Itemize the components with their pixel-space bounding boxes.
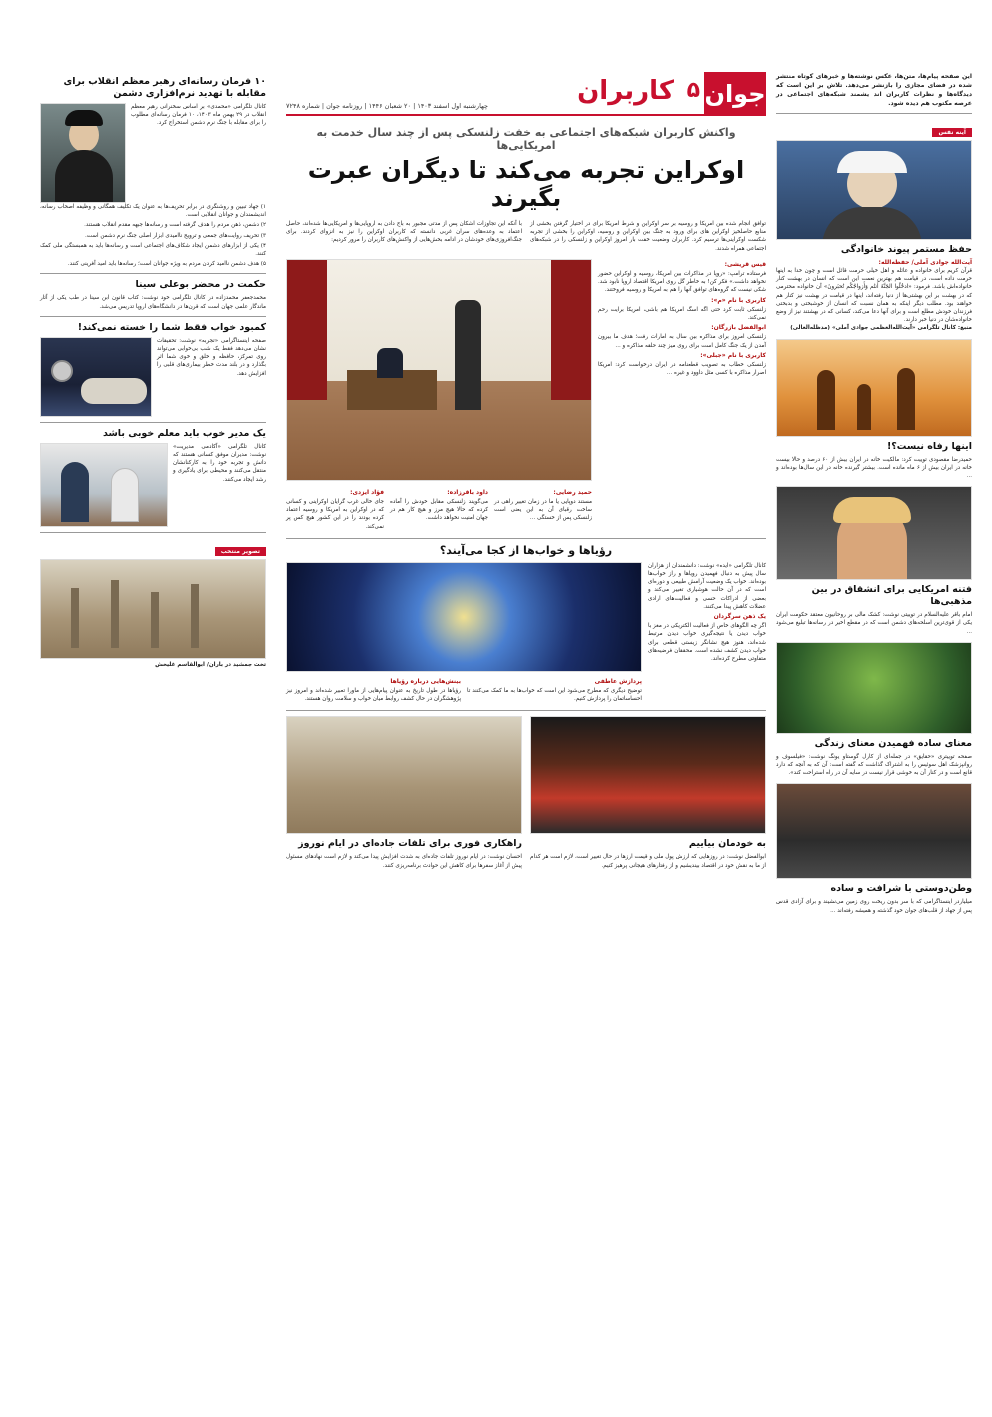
page-intro: این صفحه پیام‌ها، متن‌ها، عکس‌ نوشته‌ها و خبرهای کوتاه منتشر شده در فضای مجازی را بازنشر می‌دهد. تلاش بر این است که دیدگاه‌ها و نظرات کاربران اند یشمند شبکه‌های اجتماعی در عرصه مکتوب هم دیده شود.	[776, 73, 972, 107]
left-story-4-body: کانال تلگرامی «آکادمی مدیریت» نوشت: مدیران موفق کسانی هستند که دانش و تجربه خود را به کارکنانشان منتقل می‌کنند و محیطی برای یادگیری و رشد ایجاد می‌کنند.	[173, 443, 266, 483]
dreams-headline: رؤیاها و خواب‌ها از کجا می‌آیند؟	[439, 543, 613, 557]
story-1-title: حفظ مستمر پیوند خانوادگی	[840, 244, 972, 255]
quote-text: جای خالی غرب گرایان اوکراینی و کسانی که در اوکراین به امریکا و روسیه اعتماد کرده بودند را در این کشور هیچ کس پر نمی‌کند.	[286, 499, 384, 530]
dreams-col-1	[648, 562, 766, 706]
dateline: چهارشنبه اول اسفند ۱۴۰۳ | ۲۰ شعبان ۱۴۴۶ | روزنامه جوان | شماره ۷۲۴۸	[286, 102, 489, 110]
left-story-2-title: حکمت در محضر بوعلی سینا	[135, 279, 266, 291]
persepolis-photo	[40, 559, 266, 659]
currency-photo	[530, 716, 766, 834]
leader-photo	[40, 103, 126, 203]
item: ۵) هدف دشمن ناامید کردن مردم به ویژه جوانان است؛ رسانه‌ها باید امید آفرینی کنند.	[67, 261, 266, 268]
dreams-sub-2: پردازش عاطفی	[594, 677, 642, 685]
item: ۳) تحریف روایت‌های جمعی و ترویج ناامیدی ابزار اصلی جنگ نرم دشمن است.	[85, 232, 266, 239]
tree-photo	[776, 642, 972, 734]
left-story-1-items	[40, 203, 266, 268]
story-1-author: آیت‌الله جوادی آملی/ حفظه‌الله:	[878, 259, 972, 266]
masthead	[286, 72, 766, 116]
bottom-1-title: به خودمان بیاییم	[688, 838, 766, 850]
crowd-photo	[776, 783, 972, 879]
main-headline: اوکراین تجربه می‌کند تا دیگران عبرت بگیرند	[307, 156, 745, 212]
main-kicker: واکنش کاربران شبکه‌های اجتماعی به خفت زلنسکی پس از چند سال خدمت به امریکایی‌ها	[316, 126, 736, 152]
section-name: کاربران	[577, 76, 674, 106]
quote-author: حمید رضایی:	[553, 488, 592, 496]
story-2-title: اینها رفاه نیست؟!	[886, 440, 972, 452]
quote-text: زلنسکی خطاب به تصویب قطعنامه در ایران درخواست کرد: امریکا اصرار مذاکره با کسی مثل داوود و غیره ...	[598, 362, 766, 377]
quote-author: فؤاد ایزدی:	[350, 488, 384, 496]
dreams-body-2: اگر چه الگوهای خاص از فعالیت الکتریکی در مغز با خواب دیدن یا نتیجه‌گیری خواب دیدن مرتبط شده‌اند، هنوز هیچ نشانگر زیستی قطعی برای خواب دیدن کشف نشده است. محققان فرضیه‌های متفاوتی مطرح کرده‌اند.	[648, 623, 766, 663]
featured-photo-caption: تخت جمشید در باران/ ابوالقاسم غلیخش	[155, 661, 266, 668]
cleric-portrait	[776, 140, 972, 240]
newspaper-logo	[704, 72, 766, 116]
bottom-2-body: احسان نوشت: در ایام نوروز تلفات جاده‌ای به شدت افزایش پیدا می‌کند و لازم است نهادهای مسئول پیش از آغاز سفرها برای کاهش این حوادث برنامه‌ریزی کنند.	[286, 854, 522, 869]
section-tag: آینه نفس	[932, 128, 972, 137]
quotes-column-1	[598, 259, 766, 533]
dreams-sub-3: بینش‌هایی درباره رؤیاها	[390, 677, 461, 685]
zelensky-biden-photo	[286, 259, 592, 481]
dreams-sub-1: یک ذهن سرگردان	[713, 613, 766, 621]
story-3-title: فتنه امریکایی برای انشقاق در بین مذهبی‌ها	[811, 584, 972, 608]
quote-text: فرستاده ترامپ: «روپا در مذاکرات بین امریکا، روسیه و اوکراین حضور نخواهد داشت.» فکر کن! به خاطر گل روی امریکا اقتصاد اروپا نابود شد. شکی نیست که گروه‌های توافق آنها را هم به امریکا و روسیه فروختند.	[598, 271, 766, 294]
bottom-2-title: راهکاری فوری برای تلفات جاده‌ای در ایام نوروز	[298, 838, 522, 850]
page-number: ۵	[686, 78, 700, 103]
story-4-body: صفحه توییتری «حقایق» در جمله‌ای از کارل گوستاو یونگ نوشت: «فیلسوف و روانپزشک اهل سوئیس را به اشتراک گذاشت که گفته است: آن که به آنچه که دارد قانع است و در کنار آن به خوشی قرار نیست در سایه آن در راه استراحت کند».	[776, 753, 972, 777]
office-photo	[40, 443, 168, 527]
story-2-body: حمیدرضا مقصودی توییت کرد: مالکیت خانه در ایران بیش از ۶۰ درصد و حالا بیست خانه در ایران بیش از ۶ ماه مانده است. بیشتر گیرنده خانه در این سال‌ها بوده‌اند و ...	[776, 456, 973, 480]
quote-text: زلنسکی ثابت کرد حتی اگه اسگ امریکا هم باشی، امریکا برایت رحم نمی‌کند.	[598, 306, 766, 322]
quote-author: کاربری با نام «جبلی»:	[700, 351, 766, 359]
quote-author: داود باقرزاده:	[447, 488, 488, 496]
quote-text: می‌گویند زلنسکی مقابل خودش را آماده کرده که حالا هیچ مرز و هیچ کار هم در جهان امنیت نخواهد داشت.	[390, 499, 488, 522]
quote-author: ابوالفضل بازرگان:	[711, 324, 766, 332]
story-5-body: میلیاردر اینستاگرامی که با سر بدون ریخت روی زمین می‌نشیند و برای آزادی قدس پس از جهاد از قلب‌های جوان خود گذشته و همیشه رفته‌اند ...	[776, 899, 972, 914]
left-story-3-body: صفحه اینستاگرامی «تجربه» نوشت: تحقیقات نشان می‌دهد فقط یک شب بی‌خوابی می‌تواند روی تمرکز، حافظه و خلق و خوی شما اثر بگذارد و در بلند مدت خطر بیماری‌های قلبی را افزایش دهد.	[157, 337, 266, 377]
item: ۴) یکی از ابزارهای دشمن ایجاد شکاف‌های اجتماعی است و رسانه‌ها باید به همبستگی ملی کمک کنند.	[40, 242, 266, 258]
quote-author: قیس قریشی:	[724, 260, 766, 268]
story-1-body: قرآن کریم برای خانواده و عائله و اهل خیلی حرمت قائل است و چون خدا به اینها حرمت داده است، در قیامت هم بهترین نعمت این است که انسان در بهشت کنار خانواده‌اش باشد. فرمود: «ادخُلُوا الجَنَّةَ أَنتُم وَأَزواجُكُم تُحبَرونَ» آن خانواده محترمی که در بهشت بر این بهشتی‌ها از دنیا رفته‌اند، اینها در قیامت در بهشت نیز کنار هم خواهند بود. مطلب دیگر اینکه به همان نسبت که انسان از خوشبختی و بدبختی فرزندان خودش مطلع است و برای آنها دعا می‌کند، کسانی که در بهشتند نیز از وضع خانواده‌شان در دنیا خبر دارند.	[776, 268, 972, 324]
bottom-1-body: ابوالفضل نوشت: در روز‌هایی که ارزش پول ملی و قیمت ارزها در حال تغییر است، لازم است هر کدام از ما به نقش خود در اقتصاد بیندیشیم و از رفتارهای هیجانی پرهیز کنیم.	[530, 854, 766, 869]
dreams-body-4: رؤیاها در طول تاریخ به عنوان پیام‌هایی از ماورا تعبیر شده‌اند و امروز نیز پژوهشگران در حال کشف روابط میان خواب و سلامت روان هستند.	[286, 688, 461, 703]
story-4-title: معنای ساده فهمیدن معنای زندگی	[814, 737, 972, 749]
main-column	[286, 72, 766, 1377]
story-3-body: امام باقر علیه‌السلام در توییتی نوشت: کشک مالی بر روحانیون معتقد حکومت ایران یکی از قوی‌ترین اسلحه‌های دشمن است که در مقطع اخیر در رسانه‌ها تبلیغ می‌شود ...	[776, 612, 972, 635]
right-column	[776, 72, 972, 1377]
item: ۲) دشمن، ذهن مردم را هدف گرفته است و رسانه‌ها جبهه مقدم انقلاب هستند.	[84, 222, 266, 229]
dreams-body-1: کانال تلگرامی «ایده» نوشت: دانشمندان از هزاران سال پیش به دنبال فهمیدن رویاها و راز خواب‌ها بوده‌اند. خواب یک وضعیت آرامش طبیعی و دوره‌ای است که در آن حالت هوشیاری تغییر می‌کند و بعضی از ادراکات حسی و فعالیت‌های ارادی عضلات کاهش پیدا می‌کنند.	[648, 562, 766, 610]
left-story-4-title: یک مدیر خوب باید معلم خوبی باشد	[102, 427, 266, 439]
road-accident-photo	[286, 716, 522, 834]
item: ۱) جهاد تبیین و روشنگری در برابر تحریف‌ها به عنوان یک تکلیف همگانی و وظیفه اصحاب رسانه، اندیشمندان و جوانان انقلابی است.	[40, 204, 266, 219]
quote-text: زلنسکی امروز برای مذاکره بین سال به امارات رفت؛ هدف ما بیرون آمدن از یک جنگ کامل است برای روی میز چند حلقه مذاکره و ...	[598, 334, 766, 349]
left-story-2-body: محمدجعفر محمدزاده در کانال تلگرامی خود نوشت: کتاب قانون ابن سینا در طب یکی از آثار ماندگار علمی جهان است که قرن‌ها در دانشگاه‌های اروپا تدریس می‌شد.	[40, 295, 266, 310]
featured-photo-tag: تصویر منتخب	[215, 547, 266, 556]
sleep-photo	[40, 337, 152, 417]
dreams-body-3: توضیح دیگری که مطرح می‌شود این است که خواب‌ها به ما کمک می‌کنند تا احساساتمان را پردازش کنیم.	[467, 688, 642, 703]
logo-text: جوان	[704, 80, 766, 108]
dreams-photo	[286, 562, 642, 672]
family-silhouette-photo	[776, 339, 972, 437]
quote-author: کاربری با نام «م»:	[711, 296, 766, 304]
story-5-title: وطن‌دوستی با شرافت و ساده	[830, 883, 972, 895]
left-story-1-title: ۱۰ فرمان رسانه‌ای رهبر معظم انقلاب برای مقابله با تهدید نرم‌افزاری دشمن	[63, 76, 266, 99]
main-lead-2: با آنکه این تجاوزات اشکان پس از مدتی مجبور به باج دادن به اروپایی‌ها و امریکایی‌ها شده‌اند، حاصل اعتماد به وعده‌های سران غربی دانسته که کاربران اوکراین را نیز به انزوای کردند. برای جنگ‌افروزی‌های خودشان در ادامه بخش‌هایی از واکنش‌های کاربران را مرور کردیم:	[286, 221, 522, 244]
quote-text: مستند دوپایی یا ما در زمان تغییر راهی در ساخت رقبای آن به این یعنی است زلنسکی پس از خستگی ...	[494, 499, 592, 522]
politician-photo	[776, 486, 972, 580]
story-1-source: منبع: کانال تلگرامی «آیت‌الله‌العظمی جوادی آملی» (مدظله‌العالی)	[790, 325, 972, 332]
left-story-1-body: کانال تلگرامی «محمدی» بر اساس سخنرانی رهبر معظم انقلاب در ۲۹ بهمن ماه ۱۴۰۳، ۱۰ فرمان رسانه‌ای مطلوب را برای مقابله با جنگ نرم دشمن استخراج کرد.	[131, 104, 267, 127]
left-story-3-title: کمبود خواب فقط شما را خسته نمی‌کند!	[77, 321, 266, 333]
left-column	[40, 72, 266, 1377]
main-lead: توافق انجام شده بین امریکا و روسیه بر سر اوکراین و شرط امریکا برای در اختیار گرفتن بخشی از منابع حاصلخیز اوکراین های برای ورود به جنگ بین اوکراین و روسیه، اوکراین را بخشی از تجربه شکست اوکراینی‌ها ترسیم کرد. کاربران وضعیت خفت بار امروز اوکراین و زلنسکی را در شبکه‌های اجتماعی همراه شدند.	[530, 221, 766, 252]
